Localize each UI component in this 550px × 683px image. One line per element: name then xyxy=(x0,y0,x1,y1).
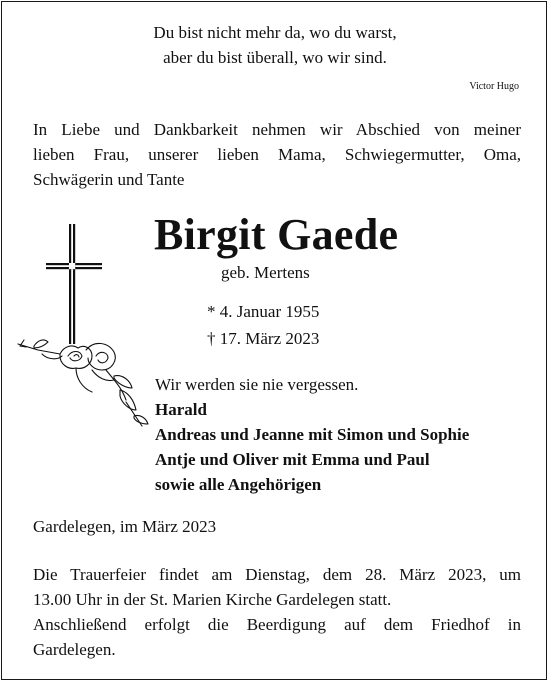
mourners-block xyxy=(155,372,469,497)
intro-line-2: lieben Frau, unserer lieben Mama, Schwiegermutter, Oma, xyxy=(33,145,521,164)
mourner-name: Antje und Oliver mit Emma und Paul xyxy=(155,450,430,469)
deceased-name: Birgit Gaede xyxy=(154,210,399,259)
place-date: Gardelegen, im März 2023 xyxy=(33,517,217,536)
mourners-statement: Wir werden sie nie vergessen. xyxy=(155,375,359,394)
intro-line-3: Schwägerin und Tante xyxy=(33,170,185,189)
mourner-name: sowie alle Angehörigen xyxy=(155,475,322,494)
quote-author: Victor Hugo xyxy=(469,81,519,92)
birth-date: * 4. Januar 1955 xyxy=(207,302,320,321)
intro-text xyxy=(33,117,521,192)
cross-with-rose xyxy=(14,220,152,430)
quote-block xyxy=(2,20,548,70)
death-date: † 17. März 2023 xyxy=(207,329,320,348)
maiden-name: geb. Mertens xyxy=(221,263,310,282)
rose-icon xyxy=(18,340,148,426)
quote-line-1: Du bist nicht mehr da, wo du warst, xyxy=(153,23,397,42)
funeral-line-1: Die Trauerfeier findet am Dienstag, dem 28. März 2023, um xyxy=(33,565,521,584)
funeral-line-2: 13.00 Uhr in der St. Marien Kirche Gardelegen statt. xyxy=(33,590,392,609)
funeral-line-3: Anschließend erfolgt die Beerdigung auf dem Friedhof in xyxy=(33,615,521,634)
intro-line-1: In Liebe und Dankbarkeit nehmen wir Abschied von meiner xyxy=(33,120,521,139)
mourner-name: Andreas und Jeanne mit Simon und Sophie xyxy=(155,425,470,444)
cross-icon xyxy=(46,224,102,344)
quote-line-2: aber du bist überall, wo wir sind. xyxy=(163,48,387,67)
mourner-name: Harald xyxy=(155,400,207,419)
obituary-notice xyxy=(1,1,547,680)
funeral-line-4: Gardelegen. xyxy=(33,640,116,659)
funeral-info xyxy=(33,562,521,662)
